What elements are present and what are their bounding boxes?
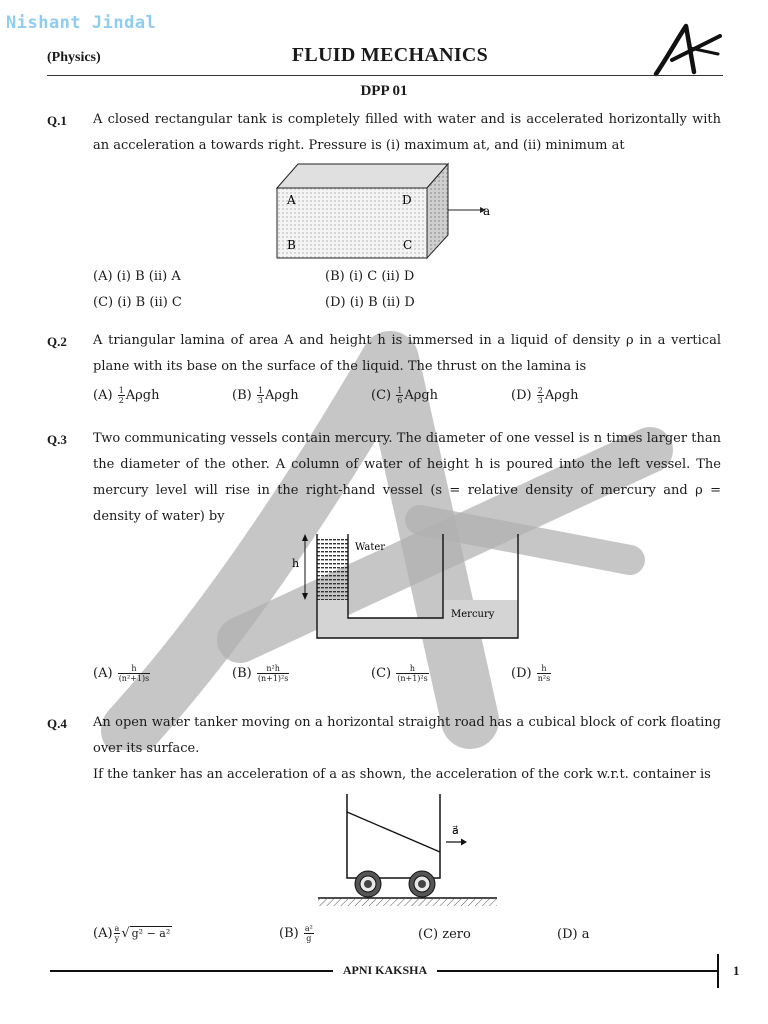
sqrt-sign-icon: √: [121, 926, 130, 941]
option-d[interactable]: (D) $\frac{h}{\text{n²s}}$: [511, 664, 551, 683]
acceleration-label: a⃗: [452, 824, 459, 837]
subject-label: (Physics): [47, 50, 101, 65]
option-a[interactable]: (A) $\frac{1}{2}$ Aρgh: [93, 386, 160, 405]
corner-label-d: D: [402, 193, 412, 207]
question-text: An open water tanker moving on a horizontal straight road has a cubical block of cork floating over its surface.: [93, 715, 721, 756]
option-c[interactable]: (C) $\frac{1}{6}$ Aρgh: [371, 386, 439, 405]
option-a[interactable]: (A) $\frac{h}{\text{(n²+1)s}}$: [93, 664, 150, 683]
tank-figure: [270, 160, 510, 264]
acceleration-label: a: [483, 204, 491, 218]
fraction: $\frac{h}{\text{(n+1)²s}}$: [397, 664, 428, 683]
fraction: $\frac{2}{3}$: [537, 386, 543, 405]
author-name: Nishant Jindal: [6, 13, 157, 33]
fraction: $\frac{1}{6}$: [397, 386, 403, 405]
dpp-label: DPP 01: [360, 83, 408, 99]
option-c[interactable]: (C) $\frac{h}{\text{(n+1)²s}}$: [371, 664, 428, 683]
question-text: A triangular lamina of area A and height h is immersed in a liquid of density ρ in a vertical plane with its base on the surface of the liquid. The thrust on the lamina is: [93, 333, 721, 374]
footer-rule-right: [437, 970, 719, 972]
sqrt-content: g² − a²: [131, 927, 171, 940]
fraction: $\frac{\text{a²}}{g}$: [304, 924, 313, 943]
fraction: $\frac{1}{2}$: [118, 386, 124, 405]
question-text: A closed rectangular tank is completely filled with water and is accelerated horizontally with an acceleration a towards right. Pressure is (i) maximum at, and (ii) minimum at: [93, 112, 721, 153]
page-number: 1: [733, 963, 740, 978]
question-number: Q.1: [47, 113, 67, 128]
option-a[interactable]: (A) $\frac{a}{y}$ √ g² − a²: [93, 924, 171, 943]
water-tanker-figure: [315, 790, 500, 910]
option-d[interactable]: (D) $\frac{2}{3}$ Aρgh: [511, 386, 579, 405]
footer-rule-left: [50, 970, 333, 972]
communicating-vessels-figure: [285, 530, 525, 645]
option-b[interactable]: (B) $\frac{1}{3}$ Aρgh: [232, 386, 299, 405]
fraction: $\frac{h}{\text{(n²+1)s}}$: [118, 664, 150, 683]
option-d[interactable]: (D) (i) B (ii) D: [325, 295, 415, 310]
water-label: Water: [355, 542, 386, 553]
mercury-label: Mercury: [451, 609, 495, 620]
height-label: h: [292, 557, 300, 570]
footer-brand: APNI KAKSHA: [342, 963, 428, 977]
question-text: Two communicating vessels contain mercury. The diameter of one vessel is n times larger than the diameter of the other. A column of water of height h is poured into the left vessel. The mercury level will rise in the right-hand vessel (s = relative density of mercury and ρ = density of water) by: [93, 431, 721, 524]
header-rule: [47, 75, 723, 76]
option-b[interactable]: (B) $\frac{\text{n²h}}{\text{(n+1)²s}}$: [232, 664, 289, 683]
footer-divider: [717, 954, 719, 988]
question-text-continued: If the tanker has an acceleration of a as shown, the acceleration of the cork w.r.t. container is: [93, 767, 711, 782]
fraction: $\frac{1}{3}$: [257, 386, 263, 405]
corner-label-b: B: [287, 238, 296, 252]
brand-logo-icon: [650, 22, 725, 77]
option-b[interactable]: (B) (i) C (ii) D: [325, 269, 415, 284]
question-number: Q.3: [47, 432, 67, 447]
fraction: $\frac{\text{n²h}}{\text{(n+1)²s}}$: [257, 664, 289, 683]
option-c[interactable]: (C) (i) B (ii) C: [93, 295, 182, 310]
corner-label-c: C: [403, 238, 413, 252]
option-c[interactable]: (C) zero: [418, 927, 471, 942]
option-b[interactable]: (B) $\frac{\text{a²}}{g}$: [279, 924, 313, 943]
page-title: FLUID MECHANICS: [291, 44, 489, 66]
question-number: Q.2: [47, 334, 67, 349]
option-d[interactable]: (D) a: [557, 927, 590, 942]
question-number: Q.4: [47, 716, 67, 731]
option-a[interactable]: (A) (i) B (ii) A: [93, 269, 181, 284]
corner-label-a: A: [287, 193, 296, 207]
fraction: $\frac{a}{y}$: [114, 924, 120, 943]
fraction: $\frac{h}{\text{n²s}}$: [537, 664, 551, 683]
